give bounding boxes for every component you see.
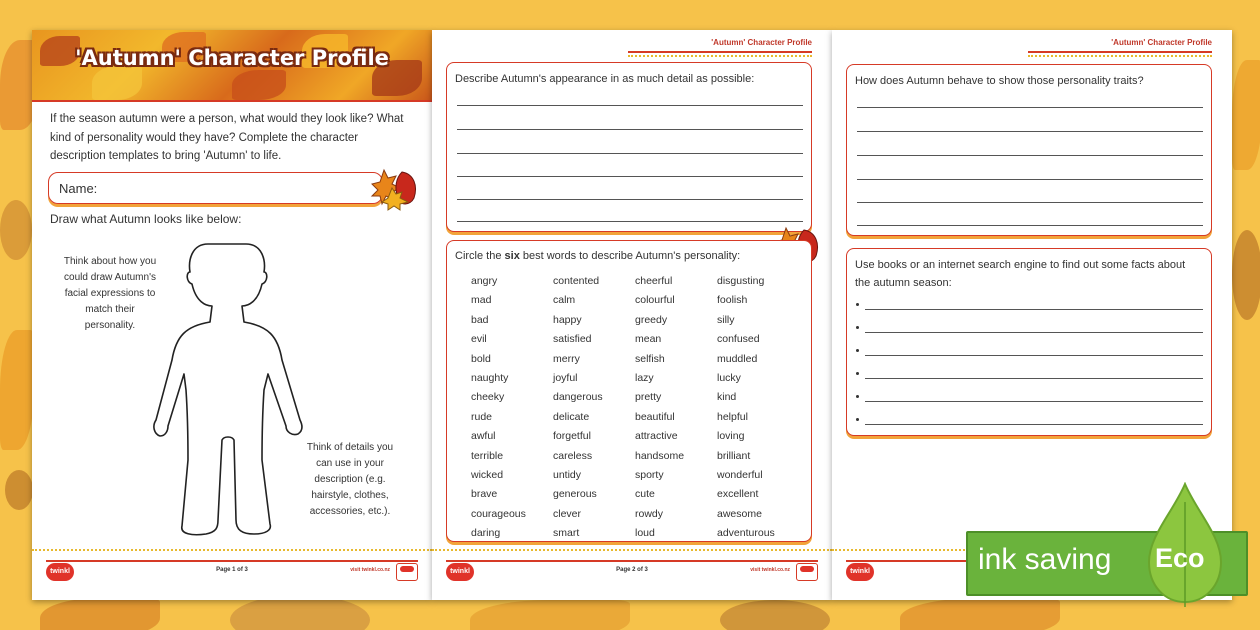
personality-word[interactable]: happy xyxy=(553,313,582,326)
personality-word[interactable]: confused xyxy=(717,333,760,346)
worksheet-page-1 xyxy=(32,30,432,600)
ink-saving-label: ink saving xyxy=(978,543,1112,576)
running-header: 'Autumn' Character Profile xyxy=(1111,38,1212,47)
personality-word[interactable]: clever xyxy=(553,507,582,520)
twinkl-logo[interactable]: twinkl xyxy=(846,563,874,581)
personality-word[interactable]: cheeky xyxy=(471,391,505,404)
personality-word[interactable]: angry xyxy=(471,275,498,287)
personality-word[interactable]: lazy xyxy=(635,372,654,384)
personality-word[interactable]: evil xyxy=(471,333,487,346)
background-leaf xyxy=(1232,60,1260,170)
personality-word[interactable]: disgusting xyxy=(717,275,765,287)
personality-word[interactable]: cute xyxy=(635,488,655,501)
personality-words-box xyxy=(446,240,812,542)
name-field[interactable] xyxy=(48,172,383,204)
personality-word[interactable]: lucky xyxy=(717,372,741,384)
personality-word[interactable]: careless xyxy=(553,449,593,462)
footer-link[interactable]: visit twinkl.co.nz xyxy=(350,567,390,573)
personality-word[interactable]: brilliant xyxy=(717,449,751,462)
personality-word[interactable]: daring xyxy=(471,527,501,540)
facts-box[interactable] xyxy=(846,248,1212,436)
personality-word[interactable]: delicate xyxy=(553,410,590,423)
personality-word[interactable]: rowdy xyxy=(635,507,664,520)
background-leaf xyxy=(40,598,160,630)
personality-word[interactable]: naughty xyxy=(471,372,509,384)
facial-expression-tip: Think about how you could draw Autumn's facial expressions to match their personality. xyxy=(63,256,157,331)
background-acorn xyxy=(5,470,33,510)
personality-word[interactable]: terrible xyxy=(471,449,504,462)
personality-word[interactable]: muddled xyxy=(717,352,758,365)
footer-badge-icon xyxy=(796,563,818,581)
personality-word[interactable]: contented xyxy=(553,275,600,287)
personality-word[interactable]: awful xyxy=(471,430,496,443)
footer-link[interactable]: visit twinkl.co.nz xyxy=(750,567,790,573)
personality-word[interactable]: adventurous xyxy=(717,527,775,540)
personality-word[interactable]: pretty xyxy=(635,391,662,404)
personality-word[interactable]: wicked xyxy=(471,469,504,481)
personality-word[interactable]: colourful xyxy=(635,294,675,307)
behaviour-box[interactable] xyxy=(846,64,1212,236)
title-banner xyxy=(32,30,432,100)
draw-instruction: Draw what Autumn looks like below: xyxy=(50,212,242,226)
personality-word[interactable]: helpful xyxy=(717,410,748,423)
page-footer xyxy=(446,563,818,581)
name-label: Name: xyxy=(59,181,98,196)
page-title: 'Autumn' Character Profile xyxy=(75,46,389,70)
autumn-leaves-icon xyxy=(370,166,420,211)
personality-word[interactable]: silly xyxy=(717,313,735,326)
twinkl-logo[interactable]: twinkl xyxy=(446,563,474,581)
personality-word[interactable]: satisfied xyxy=(553,333,592,346)
running-header: 'Autumn' Character Profile xyxy=(711,38,812,47)
personality-word[interactable]: mad xyxy=(471,294,492,307)
personality-word[interactable]: loving xyxy=(717,430,745,443)
page-number: Page 1 of 3 xyxy=(216,567,248,573)
personality-word[interactable]: smart xyxy=(553,527,580,540)
background-acorn xyxy=(230,595,370,630)
facts-prompt: Use books or an internet search engine to find out some facts about the autumn season: xyxy=(855,259,1186,289)
personality-word[interactable]: cheerful xyxy=(635,275,673,287)
personality-word[interactable]: merry xyxy=(553,352,580,365)
personality-word[interactable]: wonderful xyxy=(717,469,763,481)
personality-word[interactable]: rude xyxy=(471,410,493,423)
personality-word[interactable]: selfish xyxy=(635,352,665,365)
background-acorn xyxy=(720,600,830,630)
worksheet-page-2 xyxy=(432,30,832,600)
background-leaf xyxy=(470,600,630,630)
circle-prompt: Circle the six best words to describe Autumn's personality: xyxy=(455,250,741,262)
personality-word[interactable]: brave xyxy=(471,488,498,501)
personality-word[interactable]: excellent xyxy=(717,488,759,501)
personality-word[interactable]: dangerous xyxy=(553,391,603,404)
personality-word[interactable]: kind xyxy=(717,391,737,404)
personality-word[interactable]: awesome xyxy=(717,507,762,520)
background-acorn xyxy=(1232,230,1260,320)
personality-word[interactable]: courageous xyxy=(471,507,526,520)
person-outline-drawing-area[interactable] xyxy=(152,240,304,540)
appearance-prompt: Describe Autumn's appearance in as much detail as possible: xyxy=(455,73,755,85)
personality-word[interactable]: handsome xyxy=(635,449,685,462)
footer-badge-icon xyxy=(396,563,418,581)
background-acorn xyxy=(0,200,32,260)
behaviour-prompt: How does Autumn behave to show those personality traits? xyxy=(855,75,1144,87)
personality-word[interactable]: sporty xyxy=(635,469,664,481)
personality-word[interactable]: generous xyxy=(553,488,597,501)
personality-word[interactable]: untidy xyxy=(553,469,582,481)
details-tip: Think of details you can use in your description (e.g. hairstyle, clothes, accessories, etc.). xyxy=(306,442,394,517)
appearance-box[interactable] xyxy=(446,62,812,232)
personality-word[interactable]: foolish xyxy=(717,294,748,307)
personality-word[interactable]: beautiful xyxy=(635,410,675,423)
page-number: Page 2 of 3 xyxy=(616,567,648,573)
personality-word[interactable]: calm xyxy=(553,294,576,307)
personality-word[interactable]: forgetful xyxy=(553,430,591,443)
personality-word[interactable]: loud xyxy=(635,527,655,540)
personality-word[interactable]: joyful xyxy=(553,372,578,384)
background-leaf xyxy=(0,330,34,450)
personality-word[interactable]: bad xyxy=(471,313,489,326)
intro-text: If the season autumn were a person, what would they look like? What kind of personality would they have? Complete the character description templates to bring 'Autumn' to life. xyxy=(50,113,404,162)
twinkl-logo[interactable]: twinkl xyxy=(46,563,74,581)
personality-word[interactable]: greedy xyxy=(635,313,668,326)
page-footer xyxy=(46,563,418,581)
personality-word[interactable]: mean xyxy=(635,333,662,346)
personality-word[interactable]: attractive xyxy=(635,430,678,443)
background-leaf xyxy=(900,598,1060,630)
eco-label: Eco xyxy=(1155,543,1205,573)
personality-word[interactable]: bold xyxy=(471,352,491,365)
